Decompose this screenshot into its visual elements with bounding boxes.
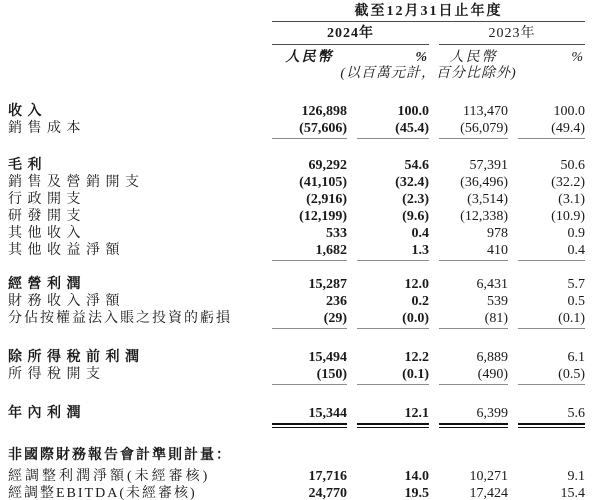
value-2024-pct: (0.0) [402, 311, 429, 326]
table-row [8, 174, 600, 191]
value-2024-rmb: (150) [316, 367, 347, 382]
row-label: 經調整EBITDA(未經審核) [8, 486, 197, 500]
row-label: 經調整利潤淨額(未經審核) [8, 469, 211, 484]
value-2024-rmb: 69,292 [308, 158, 347, 173]
value-2023-pct: (32.2) [551, 175, 585, 190]
value-2023-pct: (0.1) [558, 311, 585, 326]
row-label: 銷售及營銷開支 [8, 175, 145, 190]
single-rule-segment [439, 384, 508, 387]
value-2024-pct: 19.5 [404, 486, 429, 500]
value-2024-pct: 54.6 [404, 158, 429, 173]
single-rule-segment [439, 328, 508, 331]
value-2024-rmb: (12,199) [299, 209, 347, 224]
value-2024-rmb: (57,606) [299, 121, 347, 136]
table-row [8, 293, 600, 310]
value-2023-rmb: 978 [487, 226, 508, 241]
value-2024-rmb: 24,770 [308, 486, 347, 500]
value-2023-rmb: 539 [487, 294, 508, 309]
value-2023-pct: 15.4 [560, 486, 585, 500]
year-2023-header: 2023年 [439, 25, 585, 45]
table-row [8, 366, 600, 383]
row-label: 收入 [8, 104, 47, 119]
year-2024-header: 2024年 [272, 25, 429, 45]
row-label: 年內利潤 [8, 406, 86, 421]
value-2023-pct: 0.9 [567, 226, 585, 241]
value-2024-pct: 12.1 [404, 406, 429, 421]
value-2023-rmb: 6,431 [476, 277, 508, 292]
table-body [8, 82, 600, 500]
single-rule-segment [518, 328, 585, 331]
value-2024-rmb: 236 [326, 294, 347, 309]
value-2024-pct: 12.0 [404, 277, 429, 292]
value-2023-rmb: 17,424 [469, 486, 508, 500]
value-2023-rmb: 10,271 [469, 469, 508, 484]
table-row [8, 310, 600, 327]
value-2024-rmb: (29) [323, 311, 347, 326]
value-2024-pct: (9.6) [402, 209, 429, 224]
single-rule-segment [272, 138, 347, 141]
table-row [8, 103, 600, 120]
value-2023-rmb: 6,399 [476, 406, 508, 421]
value-2023-pct: 5.6 [567, 406, 585, 421]
table-row [8, 191, 600, 208]
row-label: 經營利潤 [8, 277, 86, 292]
value-2024-rmb: 15,494 [308, 350, 347, 365]
value-2023-rmb: 6,889 [476, 350, 508, 365]
column-header-row [8, 49, 600, 65]
single-rule-segment [357, 138, 429, 141]
value-2023-rmb: (36,496) [460, 175, 508, 190]
single-rule-segment [518, 260, 585, 263]
spacer [8, 141, 600, 157]
spacer [8, 331, 600, 349]
value-2024-pct: (45.4) [395, 121, 429, 136]
table-row [8, 485, 600, 500]
value-2024-rmb: 17,716 [308, 469, 347, 484]
value-2023-rmb: 410 [487, 243, 508, 258]
row-label: 其他收益淨額 [8, 243, 125, 258]
row-label: 銷售成本 [8, 121, 86, 136]
value-2023-pct: (10.9) [551, 209, 585, 224]
row-label: 行政開支 [8, 192, 86, 207]
value-2023-rmb: (56,079) [460, 121, 508, 136]
row-label: 研發開支 [8, 209, 86, 224]
value-2023-pct: 0.4 [567, 243, 585, 258]
single-rule-segment [272, 328, 347, 331]
year-header-row [8, 25, 600, 45]
single-rule-segment [518, 384, 585, 387]
spacer [8, 82, 600, 103]
table-row [8, 157, 600, 174]
value-2023-pct: 50.6 [560, 158, 585, 173]
percent-header-2023: % [571, 50, 585, 65]
single-rule-segment [518, 138, 585, 141]
value-2023-rmb: (490) [477, 367, 508, 382]
period-title-row [8, 3, 600, 22]
row-label: 財務收入淨額 [8, 294, 125, 309]
value-2024-rmb: (2,916) [306, 192, 347, 207]
value-2024-rmb: (41,105) [299, 175, 347, 190]
single-rule-segment [439, 260, 508, 263]
value-2024-rmb: 1,682 [315, 243, 347, 258]
table-row [8, 208, 600, 225]
table-row [8, 405, 600, 422]
double-rule-segment [272, 423, 347, 428]
table-row [8, 349, 600, 366]
value-2024-pct: (2.3) [402, 192, 429, 207]
value-2023-pct: 9.1 [567, 469, 585, 484]
value-2023-pct: 0.5 [567, 294, 585, 309]
double-rule-segment [357, 423, 429, 428]
value-2023-rmb: (12,338) [460, 209, 508, 224]
double-rule-segment [439, 423, 508, 428]
spacer [8, 387, 600, 405]
table-row [8, 447, 600, 464]
row-label: 其他收入 [8, 226, 86, 241]
value-2024-pct: (0.1) [402, 367, 429, 382]
value-2023-pct: 6.1 [567, 350, 585, 365]
value-2024-pct: (32.4) [395, 175, 429, 190]
double-rule-segment [518, 423, 585, 428]
value-2024-rmb: 533 [326, 226, 347, 241]
row-label: 除所得稅前利潤 [8, 350, 145, 365]
table-row [8, 225, 600, 242]
value-2024-rmb: 15,344 [308, 406, 347, 421]
period-title: 截至12月31日止年度 [272, 3, 585, 22]
value-2023-rmb: (3,514) [467, 192, 508, 207]
table-row [8, 468, 600, 485]
value-2024-pct: 100.0 [397, 104, 429, 119]
row-label: 分佔按權益法入賬之投資的虧損 [8, 311, 232, 326]
currency-header-2024: 人民幣 [285, 50, 334, 65]
row-label: 所得稅開支 [8, 367, 106, 382]
row-label: 毛利 [8, 158, 47, 173]
single-rule-segment [357, 260, 429, 263]
unit-note-row [8, 65, 600, 82]
currency-header-2023: 人民幣 [449, 50, 498, 65]
value-2024-pct: 0.2 [411, 294, 429, 309]
value-2023-rmb: 57,391 [469, 158, 508, 173]
single-rule-segment [357, 384, 429, 387]
value-2024-pct: 1.3 [411, 243, 429, 258]
row-label: 非國際財務報告會計準則計量： [8, 448, 232, 463]
value-2023-pct: (3.1) [558, 192, 585, 207]
unit-note: (以百萬元計，百分比除外) [340, 66, 517, 81]
value-2024-pct: 14.0 [404, 469, 429, 484]
value-2024-pct: 12.2 [404, 350, 429, 365]
value-2023-pct: (0.5) [558, 367, 585, 382]
single-rule-segment [272, 384, 347, 387]
table-row [8, 120, 600, 137]
value-2023-pct: 100.0 [553, 104, 585, 119]
percent-header-2024: % [415, 50, 429, 65]
value-2023-rmb: 113,470 [463, 104, 508, 119]
value-2023-pct: 5.7 [567, 277, 585, 292]
table-row [8, 242, 600, 259]
single-rule-segment [357, 328, 429, 331]
value-2024-pct: 0.4 [411, 226, 429, 241]
value-2023-pct: (49.4) [551, 121, 585, 136]
single-rule-segment [272, 260, 347, 263]
value-2023-rmb: (81) [484, 311, 508, 326]
spacer [8, 263, 600, 276]
value-2024-rmb: 126,898 [301, 104, 347, 119]
value-2024-rmb: 15,287 [308, 277, 347, 292]
single-rule-segment [439, 138, 508, 141]
table-row [8, 276, 600, 293]
spacer [8, 428, 600, 447]
